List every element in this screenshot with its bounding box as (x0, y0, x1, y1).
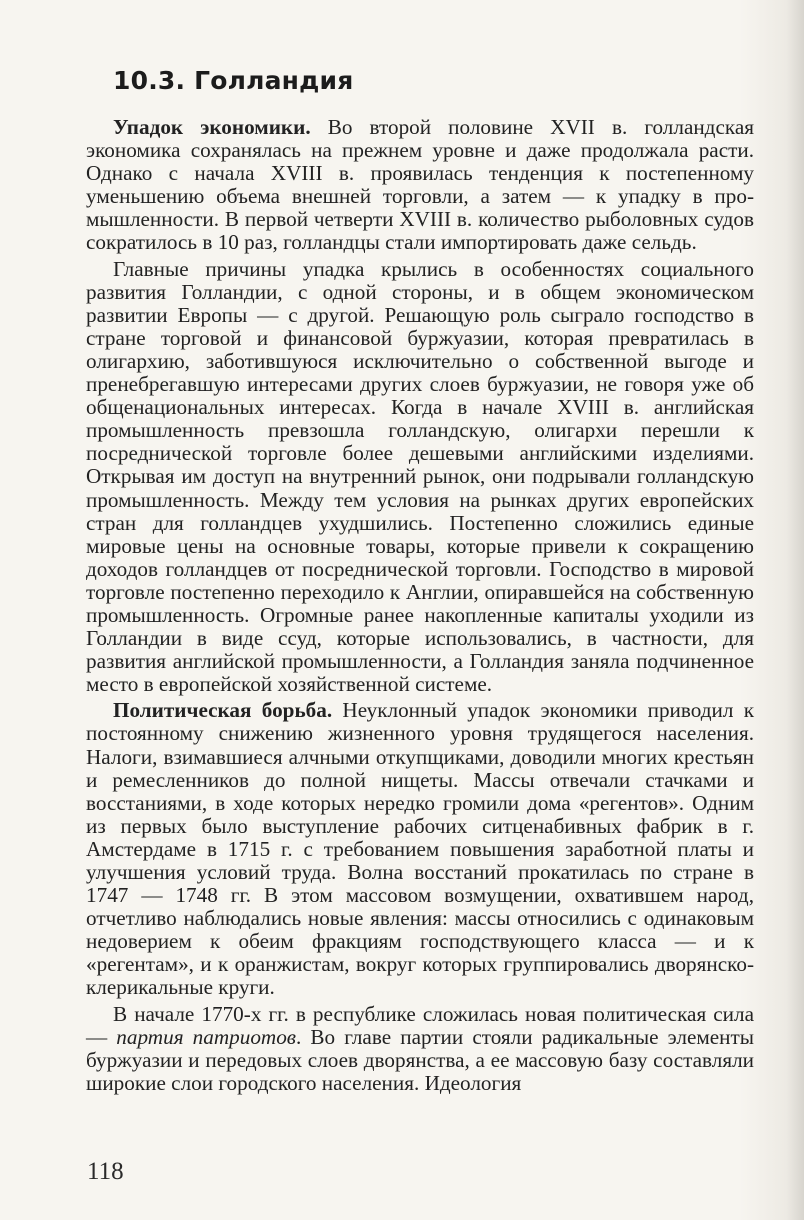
paragraph-text: Во второй половине XVII в. голландская экономика сохранялась на прежнем уровне и даже продолжала расти. Однако с начала XVIII в. проявилась тенденция к постепенному уменьшению объема внешней торговли, а затем — к упадку в промышленности. В первой четверти XVIII в. количество рыболовных судов сократилось в 10 раз, голландцы стали импортировать даже сельдь. (86, 115, 754, 255)
page-number: 118 (87, 1158, 124, 1185)
paragraph-lead: Политическая борьба. (113, 698, 333, 723)
paragraph-political-struggle (86, 699, 754, 999)
emphasized-term: партия патриотов (116, 1024, 297, 1049)
paragraph-text: . Во главе партии стояли радикальные элементы буржуазии и передовых слоев дворянства, а ее массовую базу составляли широкие слои городского населения. Идеология (86, 1024, 754, 1095)
paragraph-text: Главные причины упадка крылись в особенностях социального развития Голландии, с одной стороны, и в общем экономическом развитии Европы — с другой. Решающую роль сыграло господство в стране торговой и финансовой буржуазии, которая превратилась в олигархию, заботившуюся исключительно о собственной выгоде и пренебрегавшую интересами других слоев буржуазии, не говоря уже об общенациональных интересах. Когда в начале XVIII в. английская промышленность превзошла голландскую, олигархи перешли к посреднической торговле более дешевыми английскими изделиями. Открывая им доступ на внутренний рынок, они подрывали голландскую промышленность. Между тем условия на рынках других европейских стран для голландцев ухудшились. Постепенно сложились единые мировые цены на основные товары, которые привели к сокращению доходов голландцев от посреднической торговли. Господство в мировой торговле постепенно переходило к Англии, опиравшейся на собственную промышленность. Огромные ранее накопленные капиталы уходили из Голландии в виде ссуд, которые использовались, в частности, для развития английской промышленности, а Голландия заняла подчиненное место в европейской хозяйственной системе. (86, 256, 754, 697)
paragraph-text: Неуклонный упадок экономики приводил к постоянному снижению жизненного уровня трудящегося населения. Налоги, взимавшиеся алчными откупщиками, доводили многих крестьян и ремесленников до полной нищеты. Массы отвечали стачками и восстаниями, в ходе которых нередко громили дома «регентов». Одним из первых было выступление рабочих ситценабивных фабрик в г. Амстердаме в 1715 г. с требованием повышения заработной платы и улучшения условий труда. Волна восстаний прокатилась по стране в 1747 — 1748 гг. В этом массовом возмущении, охватившем народ, отчетливо наблюдались новые явления: массы относились с одинаковым недоверием к обеим фракциям господствующего класса — и к «регентам», и к оранжистам, вокруг которых группировались дворянско-клерикальные круги. (86, 698, 754, 1000)
paragraph-text: В начале 1770-х гг. в республике сложилась новая политическая сила — (86, 1001, 754, 1049)
paragraph-lead: Упадок экономики. (113, 115, 311, 139)
page-edge-shadow (786, 0, 804, 1220)
paragraph-patriots-party (86, 1003, 754, 1095)
paragraph-economic-decline (86, 116, 754, 255)
paragraph-causes (86, 258, 754, 697)
body-text (86, 116, 754, 1095)
section-heading: 10.3. Голландия (113, 66, 354, 95)
